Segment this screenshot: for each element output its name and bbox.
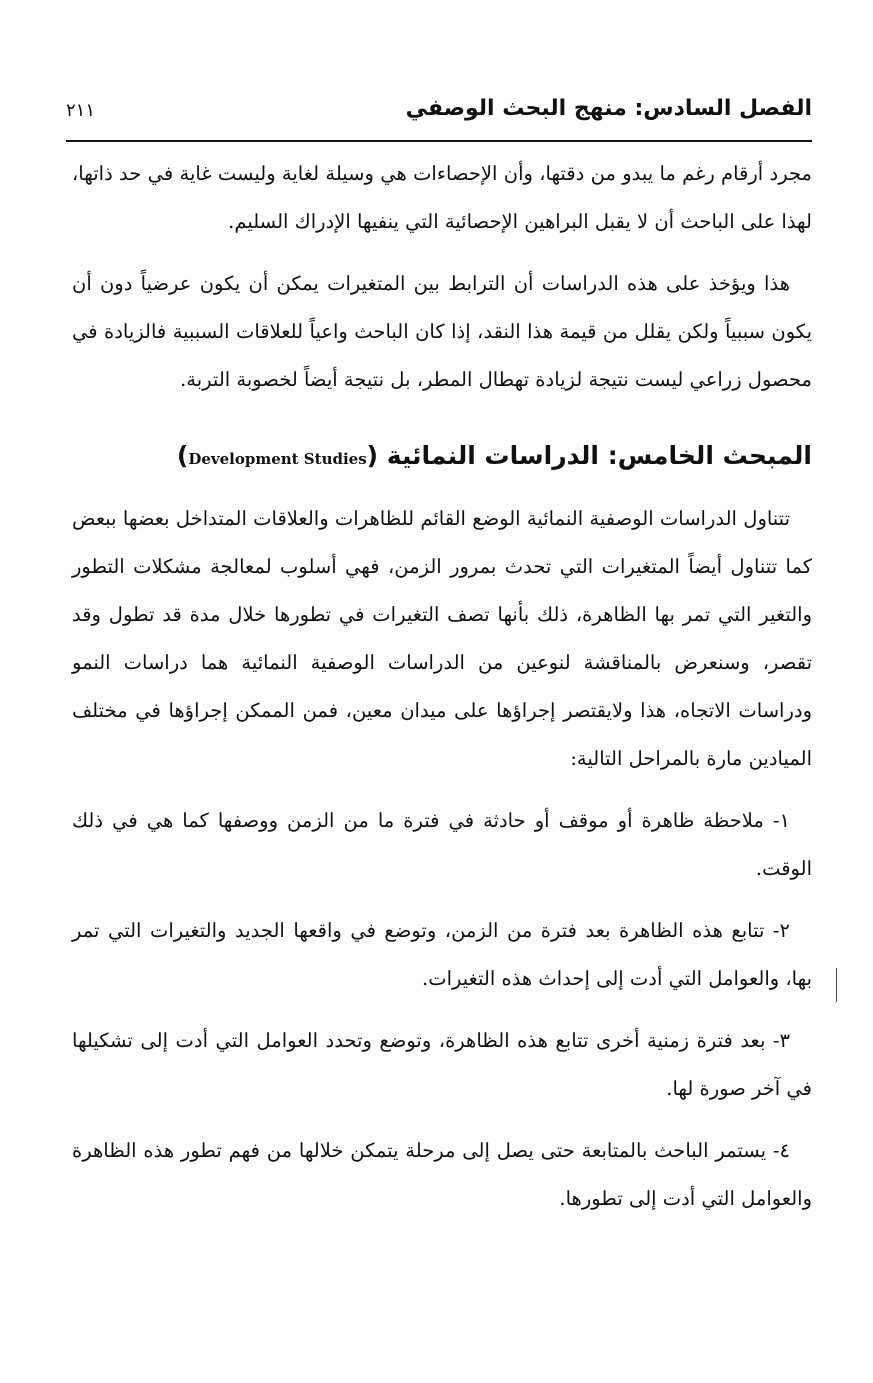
list-item: ٤- يستمر الباحث بالمتابعة حتى يصل إلى مرحلة يتمكن خلالها من فهم تطور هذه الظاهرة والعوامل التي أدت إلى تطورها. [72,1139,812,1210]
list-item: ٣- بعد فترة زمنية أخرى تتابع هذه الظاهرة، وتوضع وتحدد العوامل التي أدت إلى تشكيلها في آخر صورة لها. [72,1029,812,1100]
section-heading-arabic: المبحث الخامس: الدراسات النمائية ( [366,441,812,470]
section-heading-latin: Development Studies [188,450,367,468]
section-intro-paragraph: تتناول الدراسات الوصفية النمائية الوضع القائم للظاهرات والعلاقات المتداخل بعضها ببعض كما تتناول أيضاً المتغيرات التي تحدث بمرور الزمن، فهي أسلوب لمعالجة مشكلات التطور والتغير التي تمر بها الظاهرة، ذلك بأنها تصف التغيرات في تطورها خلال مدة قد تطول وقد تقصر، وسنعرض بالمناقشة لنوعين من الدراسات الوصفية النمائية هما دراسات النمو ودراسات الاتجاه، هذا ولايقتصر إجراؤها على ميدان معين، فمن الممكن إجراؤها في مختلف الميادين مارة بالمراحل التالية: [72,507,812,770]
paragraph-continuation: مجرد أرقام رغم ما يبدو من دقتها، وأن الإحصاءات هي وسيلة لغاية وليست غاية في حد ذاتها، لهذا على الباحث أن لا يقبل البراهين الإحصائية التي ينفيها الإدراك السليم. [72,162,812,233]
running-title: الفصل السادس: منهج البحث الوصفي [405,96,812,121]
list-item: ٢- تتابع هذه الظاهرة بعد فترة من الزمن، وتوضع في واقعها الجديد والتغيرات التي تمر بها، والعوامل التي أدت إلى إحداث هذه التغيرات. [72,919,812,990]
list-item: ١- ملاحظة ظاهرة أو موقف أو حادثة في فترة ما من الزمن ووصفها كما هي في ذلك الوقت. [72,809,812,880]
margin-mark [836,968,837,1002]
paragraph-critique: هذا ويؤخذ على هذه الدراسات أن الترابط بين المتغيرات يمكن أن يكون عرضياً دون أن يكون سببياً ولكن يقلل من قيمة هذا النقد، إذا كان الباحث واعياً للعلاقات السببية فالزيادة في محصول زراعي ليست نتيجة لزيادة تهطال المطر، بل نتيجة أيضاً لخصوبة التربة. [72,272,812,391]
page-header [66,96,812,136]
page-number: ٢١١ [66,100,96,121]
header-rule [66,140,812,142]
section-heading [72,434,812,481]
page-body [72,150,812,1237]
section-heading-close: ) [176,441,189,470]
